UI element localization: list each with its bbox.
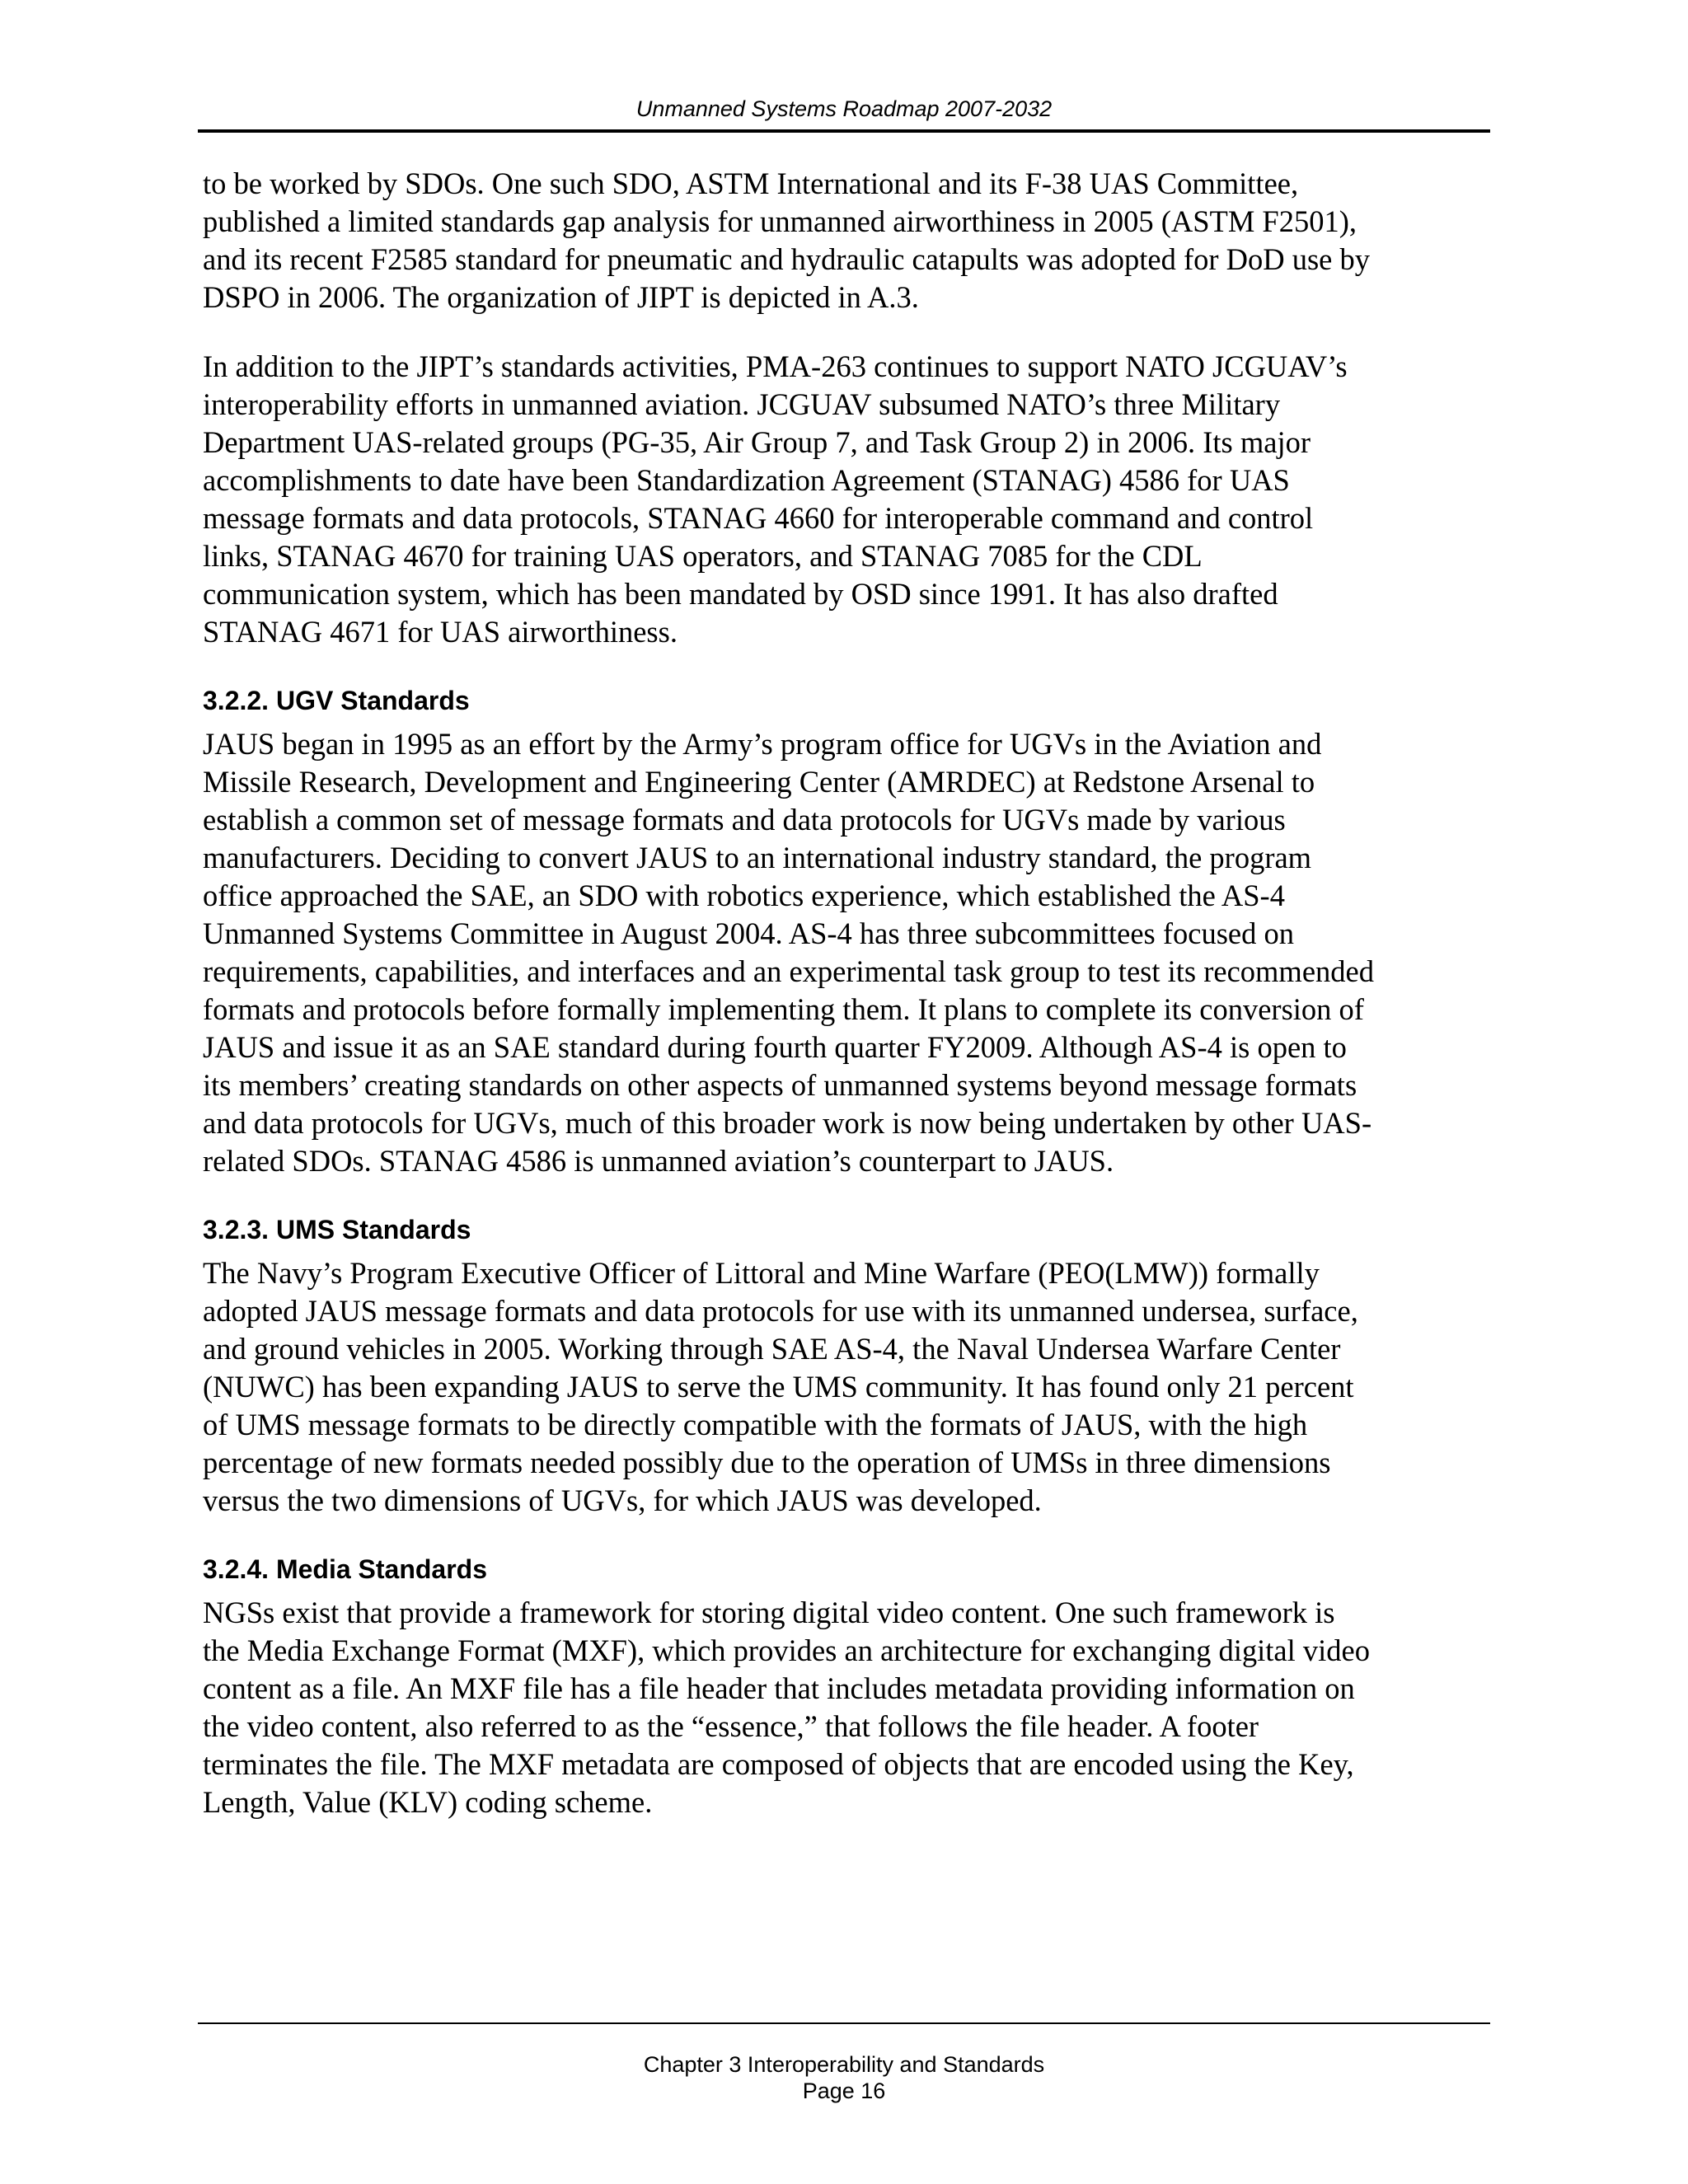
text-line: In addition to the JIPT’s standards activities, PMA-263 continues to support NATO JCGUAV’s xyxy=(203,349,1348,383)
paragraph-ums xyxy=(203,1254,1489,1520)
running-header: Unmanned Systems Roadmap 2007-2032 xyxy=(635,96,1053,121)
paragraph-nato-jcguav xyxy=(203,348,1489,651)
text-line: terminates the file. The MXF metadata are composed of objects that are encoded using the Key, xyxy=(203,1747,1354,1781)
text-line: JAUS began in 1995 as an effort by the Army’s program office for UGVs in the Aviation and xyxy=(203,727,1322,761)
section-heading-media-standards: 3.2.4. Media Standards xyxy=(203,1554,488,1584)
footer-rule xyxy=(198,2022,1490,2024)
text-line: STANAG 4671 for UAS airworthiness. xyxy=(203,615,678,649)
text-line: Department UAS-related groups (PG-35, Air Group 7, and Task Group 2) in 2006. Its major xyxy=(203,425,1311,459)
text-line: message formats and data protocols, STANAG 4660 for interoperable command and control xyxy=(203,501,1314,535)
header-rule xyxy=(198,129,1490,133)
text-line: Missile Research, Development and Engineering Center (AMRDEC) at Redstone Arsenal to xyxy=(203,765,1315,799)
text-line: (NUWC) has been expanding JAUS to serve the UMS community. It has found only 21 percent xyxy=(203,1370,1354,1404)
page-footer xyxy=(198,2051,1490,2104)
text-line: versus the two dimensions of UGVs, for which JAUS was developed. xyxy=(203,1483,1042,1517)
text-line: content as a file. An MXF file has a file header that includes metadata providing information on xyxy=(203,1671,1355,1705)
text-line: establish a common set of message formats and data protocols for UGVs made by various xyxy=(203,803,1286,837)
footer-chapter-title: Chapter 3 Interoperability and Standards xyxy=(643,2052,1045,2077)
text-line: the Media Exchange Format (MXF), which provides an architecture for exchanging digital video xyxy=(203,1633,1370,1667)
text-line: The Navy’s Program Executive Officer of Littoral and Mine Warfare (PEO(LMW)) formally xyxy=(203,1256,1320,1290)
paragraph-jaus xyxy=(203,725,1489,1180)
section-heading-ums-standards: 3.2.3. UMS Standards xyxy=(203,1215,471,1244)
page-body xyxy=(203,165,1489,1853)
text-line: published a limited standards gap analysis for unmanned airworthiness in 2005 (ASTM F2501), xyxy=(203,204,1357,238)
paragraph-sdo-astm xyxy=(203,165,1489,316)
text-line: communication system, which has been mandated by OSD since 1991. It has also drafted xyxy=(203,577,1278,611)
text-line: links, STANAG 4670 for training UAS operators, and STANAG 7085 for the CDL xyxy=(203,539,1203,573)
footer-page-number: Page 16 xyxy=(802,2079,886,2103)
text-line: office approached the SAE, an SDO with robotics experience, which established the AS-4 xyxy=(203,879,1285,912)
text-line: and data protocols for UGVs, much of this broader work is now being undertaken by other UAS- xyxy=(203,1106,1372,1140)
text-line: interoperability efforts in unmanned aviation. JCGUAV subsumed NATO’s three Military xyxy=(203,387,1281,421)
text-line: percentage of new formats needed possibly due to the operation of UMSs in three dimensions xyxy=(203,1446,1331,1479)
text-line: its members’ creating standards on other aspects of unmanned systems beyond message formats xyxy=(203,1068,1357,1102)
text-line: formats and protocols before formally implementing them. It plans to complete its conversion of xyxy=(203,992,1364,1026)
text-line: of UMS message formats to be directly compatible with the formats of JAUS, with the high xyxy=(203,1408,1308,1441)
text-line: manufacturers. Deciding to convert JAUS to an international industry standard, the program xyxy=(203,841,1312,874)
text-line: Length, Value (KLV) coding scheme. xyxy=(203,1785,653,1819)
text-line: related SDOs. STANAG 4586 is unmanned aviation’s counterpart to JAUS. xyxy=(203,1144,1114,1178)
text-line: requirements, capabilities, and interfaces and an experimental task group to test its recommended xyxy=(203,954,1374,988)
text-line: JAUS and issue it as an SAE standard during fourth quarter FY2009. Although AS-4 is open to xyxy=(203,1030,1347,1064)
text-line: and its recent F2585 standard for pneumatic and hydraulic catapults was adopted for DoD use by xyxy=(203,242,1370,276)
text-line: DSPO in 2006. The organization of JIPT is depicted in A.3. xyxy=(203,280,919,314)
text-line: the video content, also referred to as the “essence,” that follows the file header. A footer xyxy=(203,1709,1259,1743)
text-line: to be worked by SDOs. One such SDO, ASTM International and its F-38 UAS Committee, xyxy=(203,166,1299,200)
text-line: and ground vehicles in 2005. Working through SAE AS-4, the Naval Undersea Warfare Center xyxy=(203,1332,1341,1366)
text-line: accomplishments to date have been Standardization Agreement (STANAG) 4586 for UAS xyxy=(203,463,1290,497)
text-line: NGSs exist that provide a framework for storing digital video content. One such framework is xyxy=(203,1596,1335,1629)
text-line: Unmanned Systems Committee in August 2004. AS-4 has three subcommittees focused on xyxy=(203,916,1294,950)
text-line: adopted JAUS message formats and data protocols for use with its unmanned undersea, surface, xyxy=(203,1294,1358,1328)
section-heading-ugv-standards: 3.2.2. UGV Standards xyxy=(203,686,470,715)
paragraph-media xyxy=(203,1594,1489,1821)
